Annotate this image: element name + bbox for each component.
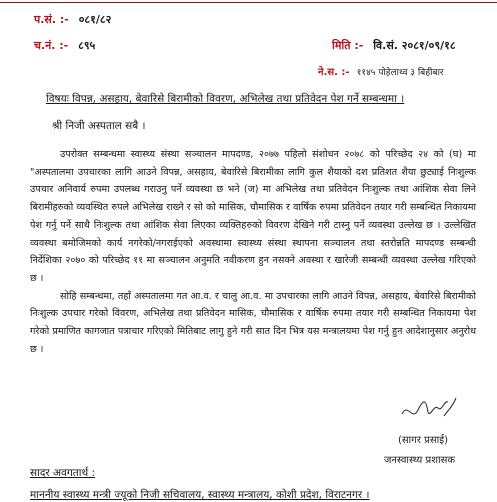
body-paragraph-1: उपरोक्त सम्बन्धमा स्वास्थ्य संस्था सञ्चालन मापदण्ड, २०७७ पहिलो संशोधन २०७८ को परिच्छेद २४ को (घ) मा "अस्पतालमा उपचारका लागि आउने विपन्न, असहाय, बेवारिसे बिरामीका लागि कुल शैयाको दश प्रतिशत शैया छुट्याई निःशुल्क उपचार अनिवार्य रुपमा उपलब्ध गराउनु पर्ने व्यवस्था छ भने (ज) मा अभिलेख तथा प्रतिवेदन निःशुल्क तथा आंशिक सेवा लिने बिरामीहरुको व्यवस्थित रुपले अभिलेख राख्ने र सो को मासिक, चौमासिक र वार्षिक रुपमा प्रतिवेदन तयार गरी सम्बन्धित निकायमा पेश गर्नु पर्ने साथै निःशुल्क तथा आंशिक सेवा लिएका व्यक्तिहरुको विवरण देखिने गरी टास्नु पर्ने व्यवस्था उल्लेख छ । उल्लेखित व्यवस्था बमोजिमको कार्य नगरेको/नगराईएको अवस्थामा स्वास्थ्य संस्था स्थापना सञ्चालन तथा स्तरोन्नति मापदण्ड सम्बन्धी निर्देशिका २०७० को परिच्छेद ११ मा सञ्चालन अनुमति नवीकरण हुन नसक्ने अवस्था र खारेजी सम्बन्धी व्यवस्था उल्लेख गरिएको छ । (30, 149, 476, 284)
letter-body (30, 146, 476, 358)
addressee: श्री निजी अस्पताल सबै । (52, 120, 146, 132)
nesa-value: ११४५ पोहेलाथ्व ३ बिहीबार (356, 68, 444, 78)
patra-sankhya-value: ०८१/८२ (78, 13, 112, 26)
miti-label: मिति :- (332, 39, 364, 52)
header-top-rule (0, 2, 497, 3)
chalani-label: च.नं. :- (34, 39, 69, 52)
nepal-sambat-date (318, 64, 444, 78)
nesa-label: ने.स. :- (318, 67, 350, 78)
signatory-name: (सागर प्रसाई) (398, 435, 449, 446)
patra-sankhya (34, 12, 111, 27)
handwritten-signature (398, 394, 458, 424)
signatory-title: जनस्वास्थ्य प्रशासक (384, 455, 456, 466)
cc-line-1: माननीय स्वास्थ्य मन्त्री ज्यूको निजी सचिवालय, स्वास्थ्य मन्त्रालय, कोशी प्रदेश, विराटनगर । (30, 489, 370, 501)
patra-sankhya-label: प.सं. :- (34, 13, 69, 26)
cc-heading: सादर अवगतार्थ : (30, 467, 96, 479)
miti-date (332, 38, 456, 53)
body-paragraph-2: सोहि सम्बन्धमा, तहाँ अस्पतालमा गत आ.व. र चालु आ.व. मा उपचारका लागि आउने विपन्न, असहाय, बेवारिसे बिरामीको निःशुल्क उपचार गरेको विवरण, अभिलेख तथा प्रतिवेदन मासिक, चौमासिक र वार्षिक रुपमा तयार गरी सम्बन्धित निकायमा पेश गरेको प्रमाणित कागजात पत्राचार गरिएको मितिबाट लागु हुने गरी सात दिन भित्र यस मन्त्रालयमा पेश गर्नु हुन आदेशानुसार अनुरोध छ । (30, 290, 476, 355)
subject-line: विषयः विपन्न, असहाय, बेवारिसे बिरामीको विवरण, अभिलेख तथा प्रतिवेदन पेश गर्ने सम्बन्धमा । (46, 93, 405, 105)
chalani-number (34, 38, 95, 53)
miti-value: वि.सं. २०८१/०९/१८ (373, 39, 456, 52)
chalani-value: ८९५ (78, 39, 96, 52)
